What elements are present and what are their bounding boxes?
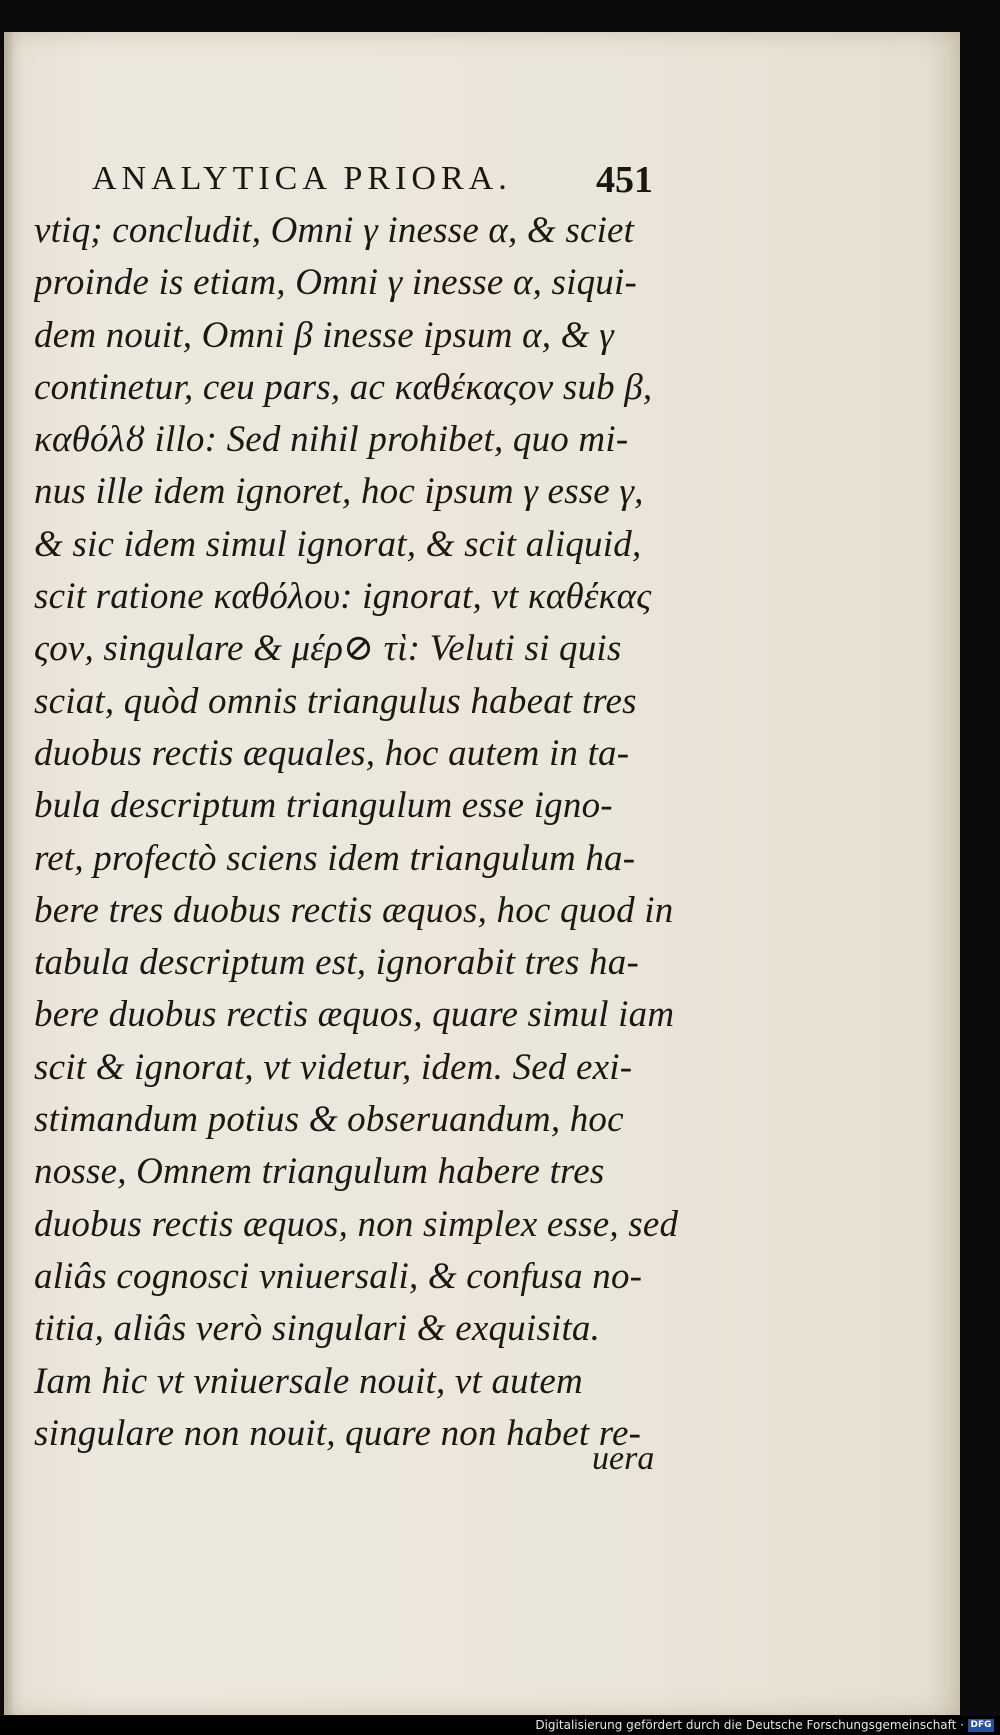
- text-line: Iam hic vt vniuersale nouit, vt autem: [34, 1360, 583, 1402]
- text-line: stimandum potius & obseruandum, hoc: [34, 1099, 624, 1141]
- text-line: continetur, ceu pars, ac καθέκαςον sub β,: [34, 366, 653, 408]
- text-line: nus ille idem ignoret, hoc ipsum γ esse γ,: [34, 471, 644, 513]
- text-line: tabula descriptum est, ignorabit tres ha-: [34, 942, 639, 984]
- catchword: uera: [592, 1440, 655, 1477]
- text-line: scit ratione καθόλου: ignorat, vt καθέκας: [34, 576, 652, 618]
- text-line: bere duobus rectis æquos, quare simul iam: [34, 994, 675, 1036]
- footer-credit: Digitalisierung gefördert durch die Deutsche Forschungsgemeinschaft ·: [535, 1718, 964, 1732]
- digitization-footer: [0, 1716, 1000, 1735]
- text-line: titia, aliâs verò singulari & exquisita.: [34, 1308, 601, 1350]
- text-line: ret, profectò sciens idem triangulum ha-: [34, 837, 636, 879]
- book-page: [4, 32, 960, 1715]
- text-line: & sic idem simul ignorat, & scit aliquid,: [34, 523, 642, 565]
- text-line: singulare non nouit, quare non habet re-: [34, 1412, 642, 1454]
- text-line: bere tres duobus rectis æquos, hoc quod in: [34, 889, 674, 931]
- running-head: ANALYTICA PRIORA.: [92, 160, 512, 197]
- text-line: nosse, Omnem triangulum habere tres: [34, 1151, 605, 1193]
- text-line: duobus rectis æquales, hoc autem in ta-: [34, 732, 630, 774]
- body-text: [34, 205, 694, 1460]
- page-number: 451: [596, 159, 653, 201]
- text-line: καθόλȣ illo: Sed nihil prohibet, quo mi-: [34, 419, 629, 461]
- text-line: aliâs cognosci vniuersali, & confusa no-: [34, 1255, 643, 1297]
- text-line: duobus rectis æquos, non simplex esse, sed: [34, 1203, 679, 1245]
- text-line: sciat, quòd omnis triangulus habeat tres: [34, 680, 637, 722]
- text-line: ςον, singulare & μέρ⊘ τὶ: Veluti si quis: [34, 628, 622, 670]
- text-line: dem nouit, Omni β inesse ipsum α, & γ: [34, 314, 614, 356]
- text-line: proinde is etiam, Omni γ inesse α, siqui-: [34, 262, 637, 304]
- page-gutter-shadow: [4, 32, 14, 1715]
- text-line: vtiq; concludit, Omni γ inesse α, & sciet: [34, 210, 635, 251]
- text-line: scit & ignorat, vt videtur, idem. Sed exi-: [34, 1046, 633, 1088]
- dfg-logo: DFG: [968, 1719, 994, 1732]
- text-line: bula descriptum triangulum esse igno-: [34, 785, 613, 827]
